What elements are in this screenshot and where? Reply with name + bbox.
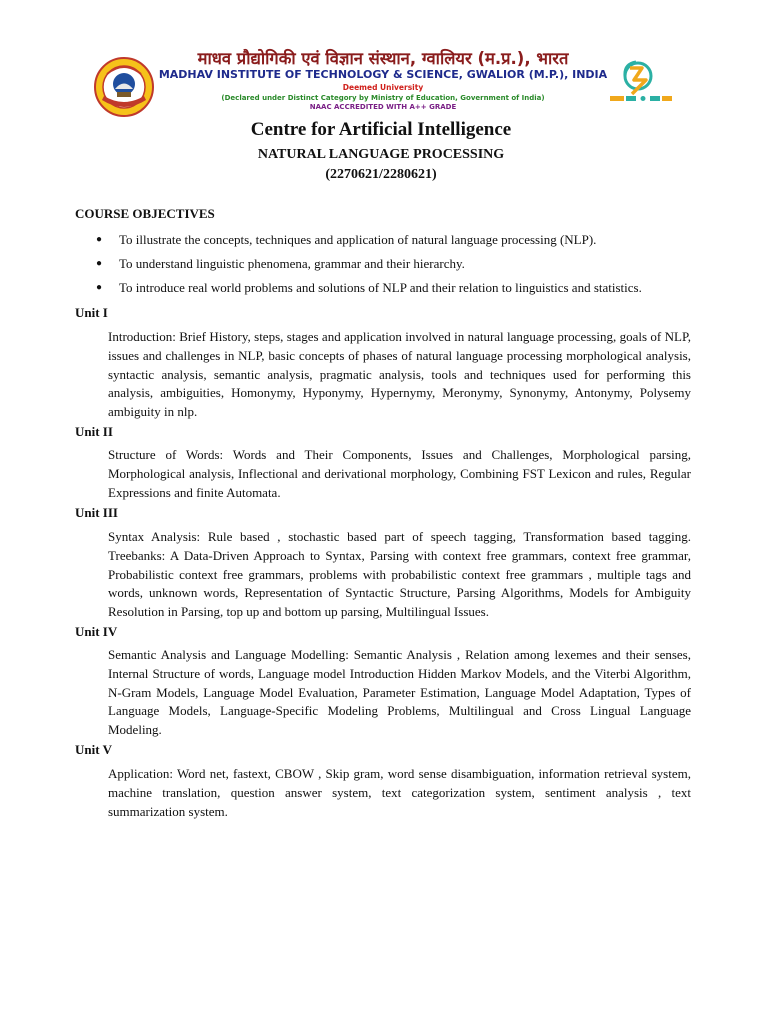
centre-title: Centre for Artificial Intelligence — [250, 119, 512, 140]
course-objectives-list — [0, 230, 768, 302]
list-item — [0, 278, 768, 302]
institute-emblem-icon — [93, 56, 155, 118]
institute-name-english: MADHAV INSTITUTE OF TECHNOLOGY & SCIENCE, GWALIOR (M.P.), INDIA — [158, 68, 608, 81]
unit-3-body: Syntax Analysis: Rule based , stochastic based part of speech tagging, Transformation based tagging. Treebanks: A Data-Driven Approach to Syntax, Parsing with context free grammars, context free grammar, Probabilistic context free grammars, problems with probabilistic context free grammars , multiple tags and words, unknown words, Representation of Syntactic Structure, Parsing Algorithms, Models for Ambiguity Resolution in Parsing, top up and bottom up parsing, Multilingual Issues. — [108, 529, 691, 620]
bullet-icon: ● — [96, 234, 103, 245]
unit-3-heading: Unit III — [75, 505, 118, 520]
unit-4-body: Semantic Analysis and Language Modelling: Semantic Analysis , Relation among lexemes and their senses, Internal Structure of words, Language model Introduction Hidden Markov Models, and the Viterbi Algorithm, N-Gram Models, Language Model Evaluation, Parameter Estimation, Language Model Adaptation, Types of Language Models, Language-Specific Modeling Problems, Multilingual and Cross Lingual Language Modeling. — [108, 647, 691, 738]
unit-5-heading: Unit V — [75, 742, 112, 757]
unit-4-heading: Unit IV — [75, 624, 118, 639]
unit-1-heading: Unit I — [75, 305, 108, 320]
declaration-note: (Declared under Distinct Category by Ministry of Education, Government of India) — [221, 94, 545, 102]
bullet-icon: ● — [96, 258, 103, 269]
bullet-icon: ● — [96, 282, 103, 293]
unit-1-body: Introduction: Brief History, steps, stages and application involved in natural language processing, goals of NLP, issues and challenges in NLP, basic concepts of phases of natural language processing morphological analysis, syntactic analysis, semantic analysis, pragmatic analysis, tools and techniques used for performing this analysis, ambiguities, Homonymy, Hyponymy, Hypernymy, Meronymy, Synonymy, Antonymy, Polysemy ambiguity in nlp. — [108, 329, 691, 420]
course-code: (2270621/2280621) — [325, 167, 437, 182]
unit-2-body: Structure of Words: Words and Their Components, Issues and Challenges, Morphological parsing, Morphological analysis, Inflectional and derivational morphology, Combining FST Lexicon and rules, Regular Expressions and finite Automata. — [108, 447, 691, 500]
institute-header — [0, 44, 768, 116]
unit-2-heading: Unit II — [75, 424, 113, 439]
course-title: NATURAL LANGUAGE PROCESSING — [257, 147, 505, 162]
unit-5-body: Application: Word net, fastext, CBOW , Skip gram, word sense disambiguation, information retrieval system, machine translation, question answer system, text categorization system, sentiment analysis , text summarization system. — [108, 766, 691, 819]
deemed-university-label: Deemed University — [342, 83, 424, 92]
objective-text: To illustrate the concepts, techniques and application of natural language processing (NLP). — [119, 232, 597, 247]
objective-text: To understand linguistic phenomena, grammar and their hierarchy. — [119, 256, 465, 271]
objective-text: To introduce real world problems and solutions of NLP and their relation to linguistics and statistics. — [119, 280, 642, 295]
list-item — [0, 254, 768, 278]
naac-accreditation: NAAC ACCREDITED WITH A++ GRADE — [309, 103, 457, 111]
nirf-logo-icon — [606, 58, 674, 108]
list-item — [0, 230, 768, 254]
course-objectives-heading: COURSE OBJECTIVES — [75, 206, 215, 221]
institute-name-hindi: माधव प्रौद्योगिकी एवं विज्ञान संस्थान, ग्वालियर (म.प्र.), भारत — [197, 49, 569, 68]
